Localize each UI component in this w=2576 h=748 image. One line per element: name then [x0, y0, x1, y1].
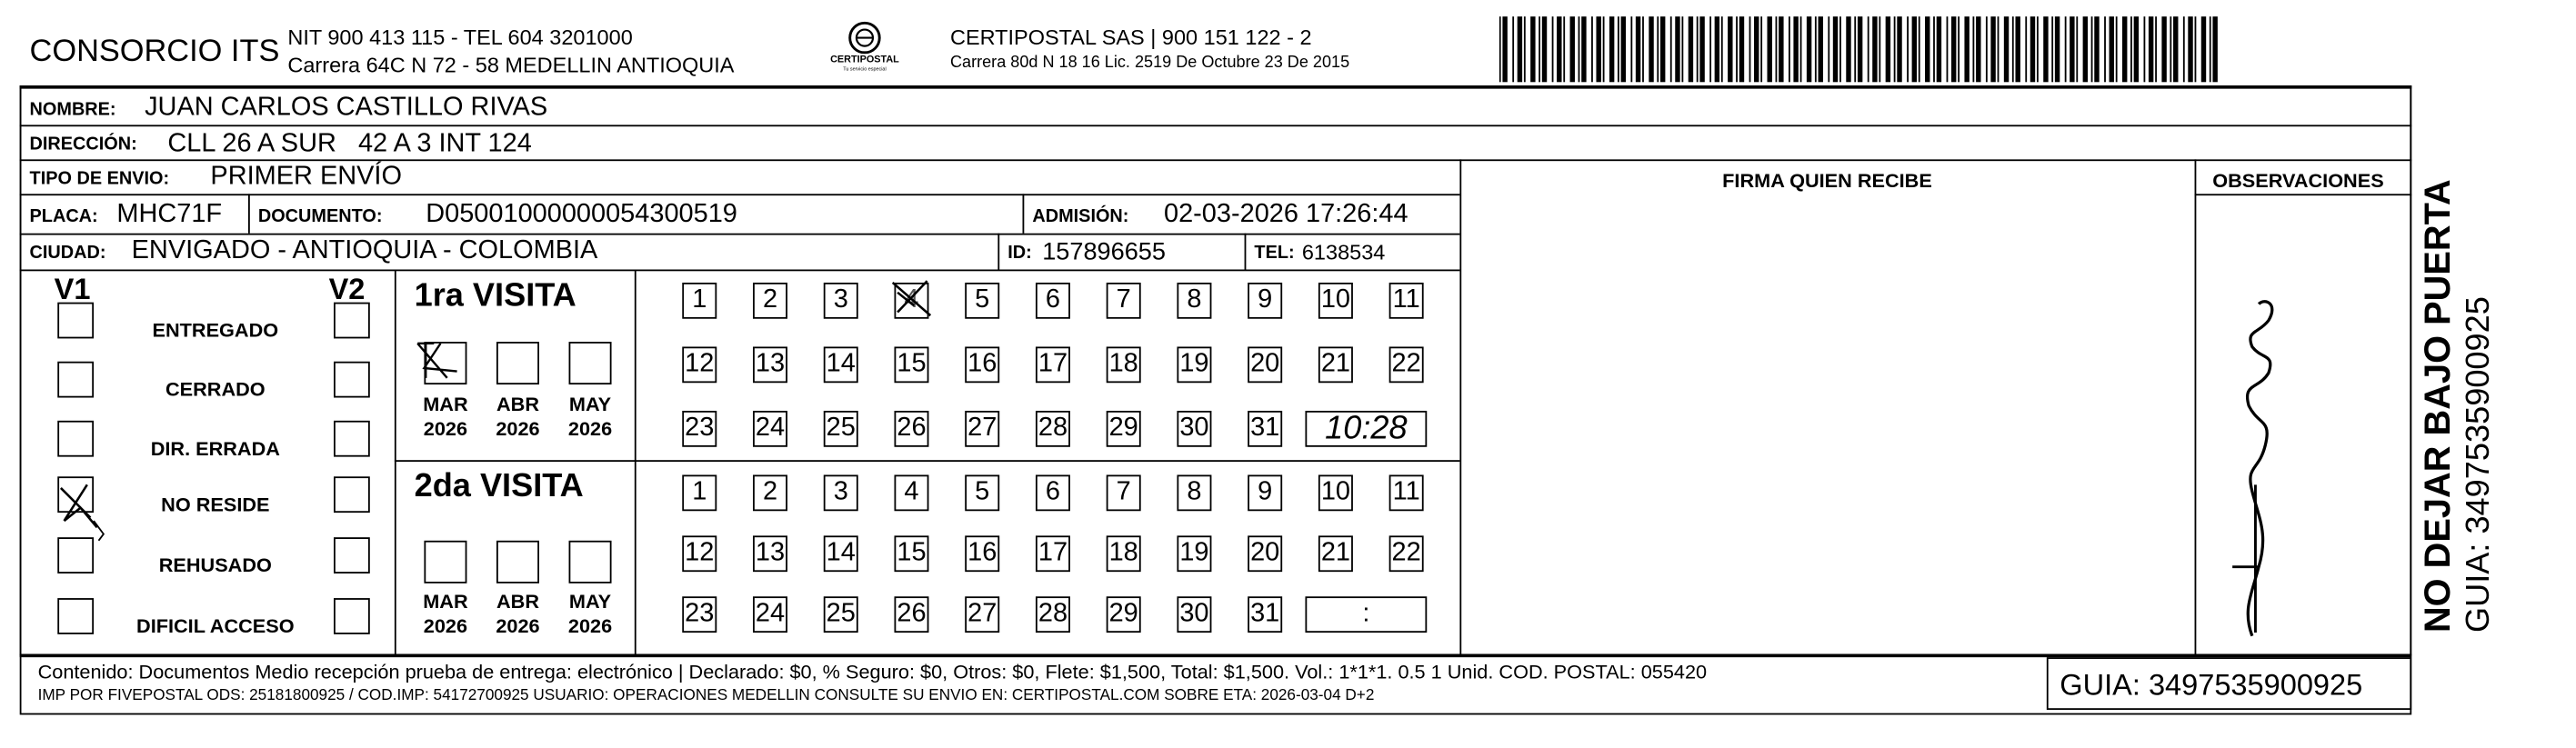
day-box[interactable]: 8: [1177, 283, 1211, 319]
day-box[interactable]: 19: [1177, 346, 1211, 383]
day-box[interactable]: 10: [1318, 283, 1353, 319]
carrier-license: Carrera 80d N 18 16 Lic. 2519 De Octubre 23 De 2015: [949, 54, 1350, 73]
logo-subtext: Tu servicio especial: [843, 65, 887, 73]
day-box[interactable]: 17: [1036, 535, 1070, 572]
day-box[interactable]: 11: [1389, 474, 1424, 511]
day-box[interactable]: 23: [682, 596, 717, 633]
day-box[interactable]: 22: [1389, 346, 1424, 383]
visit-title: 1ra VISITA: [414, 277, 576, 314]
no-dejar-bajo-puerta: NO DEJAR BAJO PUERTA: [2416, 179, 2458, 633]
day-box[interactable]: 18: [1107, 346, 1141, 383]
side-text: [2416, 107, 2535, 633]
day-box[interactable]: 31: [1248, 411, 1282, 447]
status-option-label: ENTREGADO: [152, 318, 279, 343]
day-box[interactable]: 15: [894, 535, 928, 572]
status-option-label: CERRADO: [165, 377, 266, 402]
status-option-label: NO RESIDE: [161, 493, 270, 516]
day-box[interactable]: 11: [1389, 283, 1424, 319]
day-box[interactable]: 14: [824, 346, 858, 383]
carrier-name: CERTIPOSTAL SAS | 900 151 122 - 2: [949, 25, 1312, 50]
day-box[interactable]: 18: [1107, 535, 1141, 572]
day-box[interactable]: 30: [1177, 596, 1211, 633]
id-value: 157896655: [1042, 238, 1166, 266]
month-label: ABR: [496, 393, 539, 416]
day-box[interactable]: 7: [1107, 474, 1141, 511]
day-box[interactable]: 12: [682, 346, 717, 383]
company-name: CONSORCIO ITS: [29, 34, 280, 69]
tel-label: TEL:: [1254, 243, 1295, 264]
day-box[interactable]: 13: [753, 535, 787, 572]
day-box[interactable]: 5: [965, 474, 999, 511]
day-box[interactable]: 20: [1248, 346, 1282, 383]
day-box[interactable]: 24: [753, 596, 787, 633]
day-box[interactable]: 27: [965, 411, 999, 447]
month-label: MAR: [423, 393, 468, 416]
day-box[interactable]: 4: [894, 283, 928, 319]
day-box[interactable]: 29: [1107, 596, 1141, 633]
day-box[interactable]: 1: [682, 283, 717, 319]
footer-contenido: Contenido: Documentos Medio recepción prueba de entrega: electrónico | Declarado: $0, % Seguro: $0, Otros: $0, Flete: $1,500, Total: $1,500. Vol.: 1*1*1. 0.5 1 Unid. COD. POSTAL: 055420: [37, 660, 1708, 684]
address-label: DIRECCIÓN:: [29, 135, 137, 155]
month-label: ABR: [496, 590, 539, 613]
day-box[interactable]: 17: [1036, 346, 1070, 383]
day-box[interactable]: 26: [894, 411, 928, 447]
month-label: MAR: [423, 590, 468, 613]
plate-value: MHC71F: [116, 200, 223, 229]
day-box[interactable]: 13: [753, 346, 787, 383]
day-box[interactable]: 2: [753, 283, 787, 319]
admission-value: 02-03-2026 17:26:44: [1163, 200, 1408, 229]
side-guia: GUIA: 3497535900925: [2461, 296, 2498, 633]
day-box[interactable]: 1: [682, 474, 717, 511]
day-box[interactable]: 16: [965, 535, 999, 572]
day-box[interactable]: 12: [682, 535, 717, 572]
certipostal-logo: [830, 20, 899, 75]
day-box[interactable]: 10: [1318, 474, 1353, 511]
city-label: CIUDAD:: [29, 243, 106, 264]
document-value: D05001000000054300519: [426, 200, 737, 229]
day-box[interactable]: 30: [1177, 411, 1211, 447]
visit-title: 2da VISITA: [414, 468, 584, 505]
year-label: 2026: [496, 614, 540, 638]
day-box[interactable]: 9: [1248, 474, 1282, 511]
v2-label: V2: [328, 273, 366, 306]
footer-imp: IMP POR FIVEPOSTAL ODS: 25181800925 / COD.IMP: 54172700925 USUARIO: OPERACIONES MEDELLIN CONSULTE SU ENVIO EN: CERTIPOSTAL.COM SOBRE ETA: 2026-03-04 D+2: [37, 686, 1375, 705]
firma-label: FIRMA QUIEN RECIBE: [1722, 169, 1932, 193]
observaciones-label: OBSERVACIONES: [2212, 169, 2384, 193]
day-box[interactable]: 28: [1036, 411, 1070, 447]
day-box[interactable]: 9: [1248, 283, 1282, 319]
day-box[interactable]: 6: [1036, 283, 1070, 319]
day-box[interactable]: 5: [965, 283, 999, 319]
year-label: 2026: [423, 614, 468, 638]
city-value: ENVIGADO - ANTIOQUIA - COLOMBIA: [131, 236, 598, 265]
company-nit-tel: NIT 900 413 115 - TEL 604 3201000: [287, 25, 633, 50]
day-box[interactable]: 15: [894, 346, 928, 383]
day-box[interactable]: 25: [824, 411, 858, 447]
plate-label: PLACA:: [29, 206, 98, 227]
day-box[interactable]: 23: [682, 411, 717, 447]
visit-time-box[interactable]: :: [1305, 596, 1427, 633]
tel-value: 6138534: [1301, 239, 1386, 265]
day-box[interactable]: 6: [1036, 474, 1070, 511]
day-box[interactable]: 24: [753, 411, 787, 447]
year-label: 2026: [567, 417, 613, 441]
day-box[interactable]: 31: [1248, 596, 1282, 633]
status-option-label: REHUSADO: [158, 554, 272, 577]
day-box[interactable]: 16: [965, 346, 999, 383]
day-box[interactable]: 28: [1036, 596, 1070, 633]
day-box[interactable]: 3: [824, 474, 858, 511]
document-label: DOCUMENTO:: [257, 206, 383, 227]
visit-time-box[interactable]: 10:28: [1305, 411, 1427, 447]
type-label: TIPO DE ENVIO:: [29, 169, 170, 189]
day-box[interactable]: 2: [753, 474, 787, 511]
id-label: ID:: [1007, 243, 1032, 264]
day-box[interactable]: 7: [1107, 283, 1141, 319]
outer-frame: [20, 85, 2411, 714]
status-option-label: DIR. ERRADA: [150, 436, 280, 461]
day-box[interactable]: 25: [824, 596, 858, 633]
day-box[interactable]: 3: [824, 283, 858, 319]
year-label: 2026: [567, 614, 613, 638]
admission-label: ADMISIÓN:: [1032, 206, 1129, 227]
day-box[interactable]: 8: [1177, 474, 1211, 511]
address-value: CLL 26 A SUR 42 A 3 INT 124: [167, 129, 532, 158]
day-box[interactable]: 22: [1389, 535, 1424, 572]
month-label: MAY: [568, 393, 612, 416]
month-label: MAY: [568, 590, 612, 613]
day-box[interactable]: 4: [894, 474, 928, 511]
name-label: NOMBRE:: [29, 100, 116, 120]
barcode-icon: [1499, 16, 2224, 82]
name-value: JUAN CARLOS CASTILLO RIVAS: [145, 94, 548, 122]
year-label: 2026: [423, 417, 468, 441]
day-box[interactable]: 20: [1248, 535, 1282, 572]
day-box[interactable]: 26: [894, 596, 928, 633]
footer-guia: GUIA: 3497535900925: [2060, 668, 2363, 702]
v1-label: V1: [54, 273, 91, 306]
day-box[interactable]: 27: [965, 596, 999, 633]
logo-text: CERTIPOSTAL: [830, 55, 899, 66]
status-option-label: DIFICIL ACCESO: [136, 614, 295, 638]
day-box[interactable]: 29: [1107, 411, 1141, 447]
day-box[interactable]: 19: [1177, 535, 1211, 572]
day-box[interactable]: 14: [824, 535, 858, 572]
year-label: 2026: [496, 417, 540, 441]
company-address: Carrera 64C N 72 - 58 MEDELLIN ANTIOQUIA: [287, 52, 735, 77]
day-box[interactable]: 21: [1318, 535, 1353, 572]
day-box[interactable]: 21: [1318, 346, 1353, 383]
type-value: PRIMER ENVÍO: [210, 162, 402, 191]
